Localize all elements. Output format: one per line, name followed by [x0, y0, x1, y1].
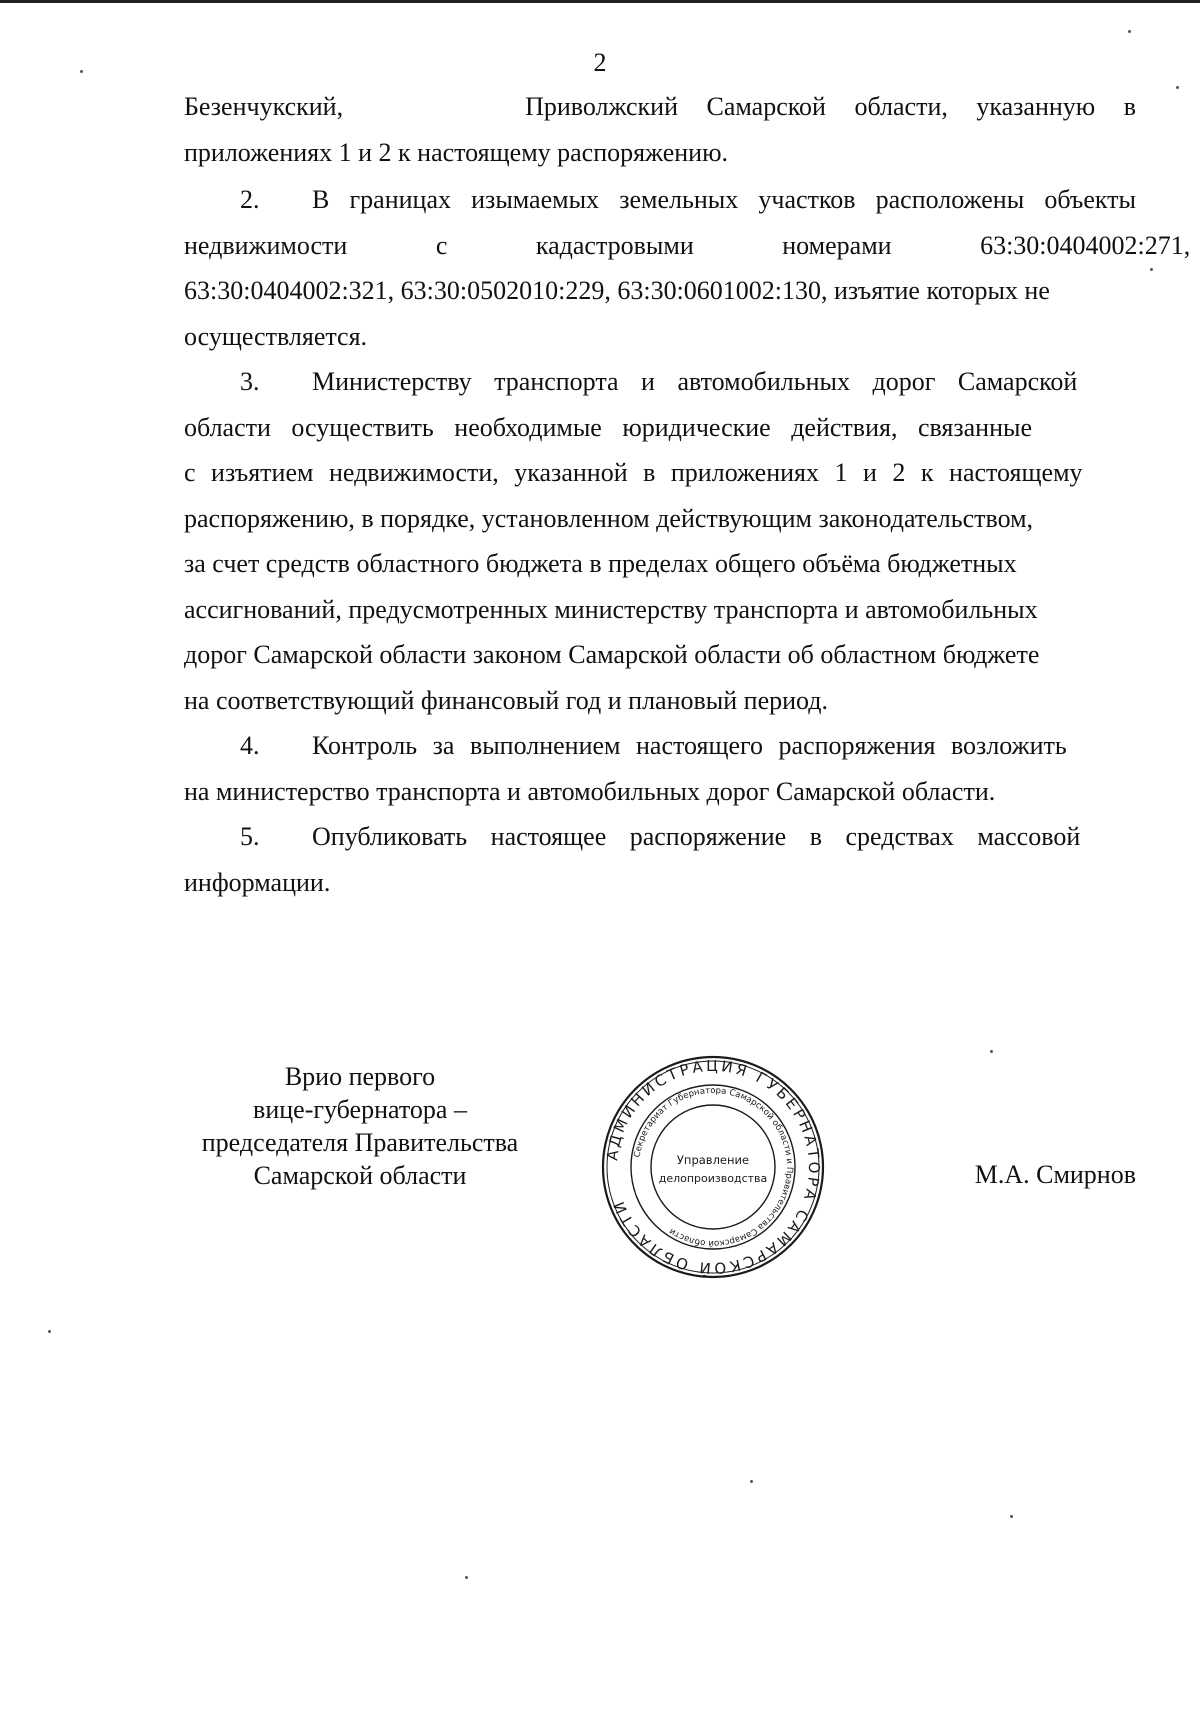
paragraph-3-line-2: области осуществить необходимые юридические действия, связанные [184, 412, 1033, 442]
paragraph-1-line-1-right: Приволжский Самарской области, указанную в [525, 92, 1136, 121]
paragraph-3-line-4: распоряжению, в порядке, установленном действующим законодательством, [184, 503, 1034, 533]
scan-speck [48, 1330, 51, 1333]
paragraph-4-line-1 [184, 723, 1136, 769]
paragraph-5-line-1 [184, 814, 1136, 860]
paragraph-3-line-7: дорог Самарской области законом Самарской области об областном бюджете [184, 640, 1040, 669]
paragraph-3-line-1-text: Министерству транспорта и автомобильных дорог Самарской [312, 367, 1078, 396]
paragraph-2-line-1 [184, 177, 1136, 223]
scan-speck [750, 1480, 753, 1483]
document-body [184, 84, 1191, 905]
stamp-center-line-1: Управление [676, 1153, 750, 1167]
paragraph-2-number: 2. [240, 185, 260, 214]
paragraph-2-line-1-text: В границах изымаемых земельных участков расположены объекты [312, 185, 1136, 214]
stamp-outer-text: АДМИНИСТРАЦИЯ ГУБЕРНАТОРА САМАРСКОЙ ОБЛАСТИ [603, 1056, 824, 1278]
stamp-center-line-2: делопроизводства [658, 1172, 768, 1185]
paragraph-3-line-8: на соответствующий финансовый год и плановый период. [184, 685, 829, 715]
paragraph-1-line-1-left: Безенчукский, [184, 92, 344, 121]
page-number: 2 [593, 48, 607, 77]
scan-speck [1010, 1515, 1013, 1518]
paragraph-2-line-3: 63:30:0404002:321, 63:30:0502010:229, 63:30:0601002:130, изъятие которых не [184, 276, 1050, 305]
signatory-name: М.А. Смирнов [974, 1160, 1136, 1189]
scan-speck [990, 1050, 993, 1053]
signatory-title-line-2: вице-губернатора – [253, 1095, 467, 1124]
signatory-title-line-4: Самарской области [253, 1161, 467, 1190]
top-edge-rule [0, 0, 1200, 3]
signatory-title [160, 1060, 560, 1192]
official-stamp [598, 1052, 828, 1282]
scan-speck [465, 1576, 468, 1579]
paragraph-5-number: 5. [240, 822, 260, 851]
paragraph-5-line-2: информации. [184, 867, 331, 897]
paragraph-5-line-1-text: Опубликовать настоящее распоряжение в средствах массовой [312, 822, 1081, 851]
signatory-title-line-1: Врио первого [284, 1062, 436, 1091]
scan-speck [1128, 30, 1131, 33]
paragraph-4-line-1-text: Контроль за выполнением настоящего распоряжения возложить [312, 731, 1067, 760]
paragraph-3-line-3: с изъятием недвижимости, указанной в приложениях 1 и 2 к настоящему [184, 458, 1083, 487]
paragraph-3-line-6: ассигнований, предусмотренных министерству транспорта и автомобильных [184, 594, 1038, 624]
paragraph-3-number: 3. [240, 367, 260, 396]
signatory-title-line-3: председателя Правительства [201, 1128, 519, 1157]
scan-speck [1150, 268, 1153, 271]
official-stamp-graphic [598, 1052, 828, 1282]
stamp-inner-ring-text: Секретариат Губернатора Самарской области и Правительства Самарской области [632, 1085, 795, 1249]
paragraph-1-line-1 [184, 84, 1136, 130]
paragraph-4-line-2: на министерство транспорта и автомобильных дорог Самарской области. [184, 776, 996, 806]
paragraph-2-line-4: осуществляется. [184, 321, 368, 351]
paragraph-1-line-2: приложениях 1 и 2 к настоящему распоряжению. [184, 137, 729, 167]
paragraph-4-number: 4. [240, 731, 260, 760]
paragraph-3-line-1 [184, 359, 1136, 405]
scan-speck [1176, 86, 1179, 89]
scan-speck [80, 70, 83, 73]
paragraph-3-line-5: за счет средств областного бюджета в пределах общего объёма бюджетных [184, 549, 1017, 578]
paragraph-2-line-2: недвижимости с кадастровыми номерами 63:30:0404002:271, [184, 230, 1191, 260]
